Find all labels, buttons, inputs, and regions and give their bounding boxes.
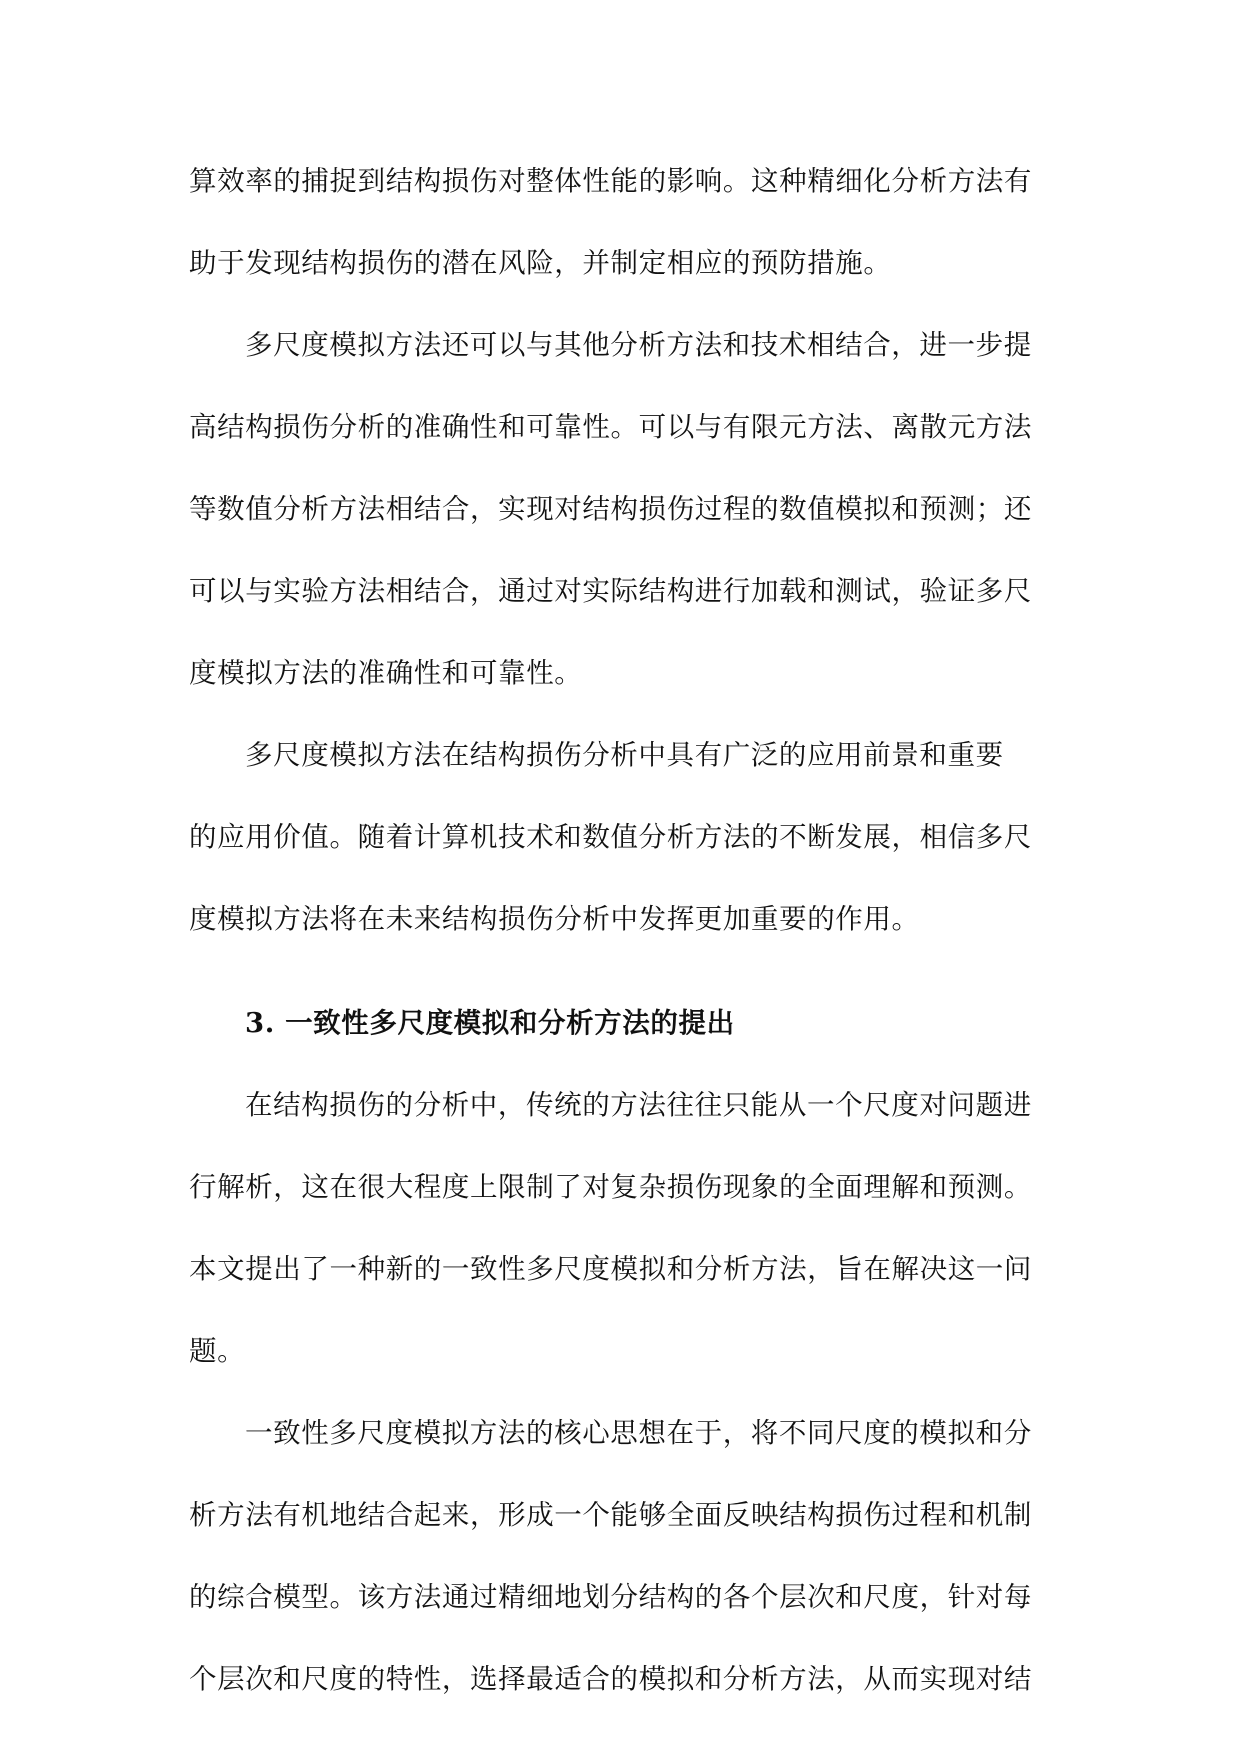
document-page <box>189 140 1059 1720</box>
text-line: 个层次和尺度的特性，选择最适合的模拟和分析方法，从而实现对结 <box>189 1663 1032 1695</box>
text-line: 度模拟方法将在未来结构损伤分析中发挥更加重要的作用。 <box>189 903 920 935</box>
text-line: 高结构损伤分析的准确性和可靠性。可以与有限元方法、离散元方法 <box>189 411 1032 443</box>
text-line: 度模拟方法的准确性和可靠性。 <box>189 657 583 689</box>
text-line: 算效率的捕捉到结构损伤对整体性能的影响。这种精细化分析方法有 <box>189 165 1032 197</box>
text-line: 助于发现结构损伤的潜在风险，并制定相应的预防措施。 <box>189 247 892 279</box>
text-line: 多尺度模拟方法在结构损伤分析中具有广泛的应用前景和重要 <box>245 739 1004 771</box>
text-line: 多尺度模拟方法还可以与其他分析方法和技术相结合，进一步提 <box>245 329 1032 361</box>
paragraph <box>189 140 1059 304</box>
section-heading: 3. 一致性多尺度模拟和分析方法的提出 <box>245 1007 735 1039</box>
text-line: 本文提出了一种新的一致性多尺度模拟和分析方法，旨在解决这一问 <box>189 1253 1032 1285</box>
text-line: 在结构损伤的分析中，传统的方法往往只能从一个尺度对问题进 <box>245 1089 1032 1121</box>
text-line: 题。 <box>189 1335 246 1367</box>
text-line: 一致性多尺度模拟方法的核心思想在于，将不同尺度的模拟和分 <box>245 1417 1032 1449</box>
paragraph <box>189 304 1059 714</box>
paragraph <box>189 714 1059 960</box>
text-line: 可以与实验方法相结合，通过对实际结构进行加载和测试，验证多尺 <box>189 575 1032 607</box>
text-line: 析方法有机地结合起来，形成一个能够全面反映结构损伤过程和机制 <box>189 1499 1032 1531</box>
paragraph <box>189 1064 1059 1392</box>
text-line: 行解析，这在很大程度上限制了对复杂损伤现象的全面理解和预测。 <box>189 1171 1032 1203</box>
text-line: 的应用价值。随着计算机技术和数值分析方法的不断发展，相信多尺 <box>189 821 1032 853</box>
text-line: 的综合模型。该方法通过精细地划分结构的各个层次和尺度，针对每 <box>189 1581 1032 1613</box>
text-line: 等数值分析方法相结合，实现对结构损伤过程的数值模拟和预测；还 <box>189 493 1032 525</box>
paragraph <box>189 1392 1059 1720</box>
